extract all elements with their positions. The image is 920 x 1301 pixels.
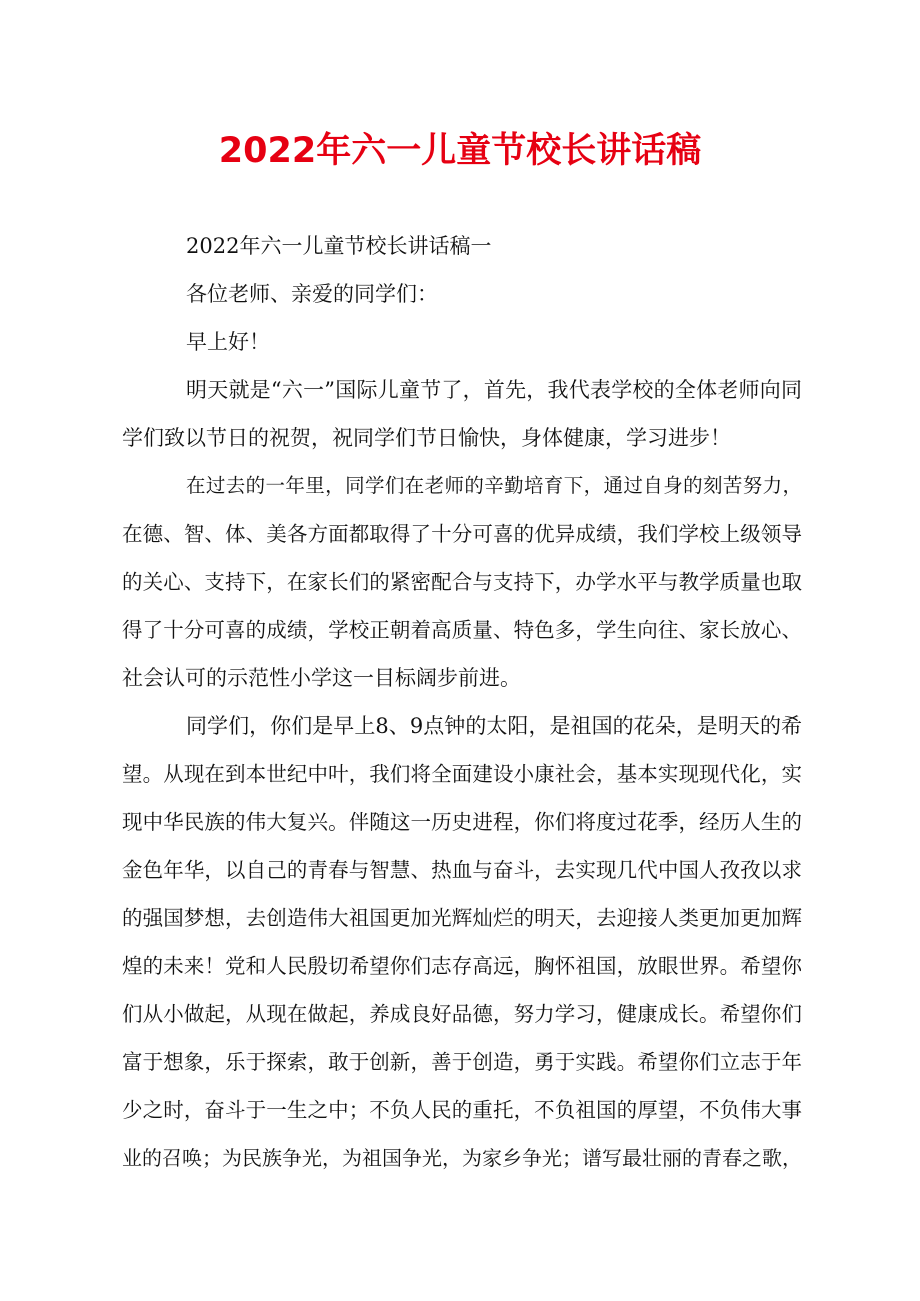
- body-line: 2022年六一儿童节校长讲话稿一: [186, 234, 492, 258]
- body-line: 在德、智、体、美各方面都取得了十分可喜的优异成绩，我们学校上级领导: [122, 522, 802, 546]
- body-line: 煌的未来！党和人民殷切希望你们志存高远，胸怀祖国，放眼世界。希望你: [122, 954, 802, 978]
- body-line: 同学们，你们是早上8、9点钟的太阳，是祖国的花朵，是明天的希: [186, 714, 802, 738]
- body-line: 明天就是“六一”国际儿童节了，首先，我代表学校的全体老师向同: [186, 378, 802, 402]
- document-title: 2022年六一儿童节校长讲话稿: [218, 131, 702, 171]
- body-line: 少之时，奋斗于一生之中；不负人民的重托，不负祖国的厚望，不负伟大事: [122, 1098, 802, 1122]
- body-line: 各位老师、亲爱的同学们：: [186, 282, 438, 306]
- body-line: 金色年华，以自己的青春与智慧、热血与奋斗，去实现几代中国人孜孜以求: [122, 858, 802, 882]
- body-line: 现中华民族的伟大复兴。伴随这一历史进程，你们将度过花季，经历人生的: [122, 810, 802, 834]
- body-line: 得了十分可喜的成绩，学校正朝着高质量、特色多，学生向往、家长放心、: [122, 618, 802, 642]
- body-line: 富于想象，乐于探索，敢于创新，善于创造，勇于实践。希望你们立志于年: [122, 1050, 802, 1074]
- body-line: 业的召唤；为民族争光，为祖国争光，为家乡争光；谱写最壮丽的青春之歌，: [122, 1146, 802, 1170]
- body-line: 早上好！: [186, 330, 270, 354]
- body-line: 的强国梦想，去创造伟大祖国更加光辉灿烂的明天，去迎接人类更加更加辉: [122, 906, 802, 930]
- body-line: 学们致以节日的祝贺，祝同学们节日愉快，身体健康，学习进步！: [122, 426, 731, 450]
- body-line: 的关心、支持下，在家长们的紧密配合与支持下，办学水平与教学质量也取: [122, 570, 802, 594]
- document-body: [122, 222, 802, 1182]
- body-line: 望。从现在到本世纪中叶，我们将全面建设小康社会，基本实现现代化，实: [122, 762, 802, 786]
- body-line: 社会认可的示范性小学这一目标阔步前进。: [122, 666, 521, 690]
- body-line: 们从小做起，从现在做起，养成良好品德，努力学习，健康成长。希望你们: [122, 1002, 802, 1026]
- body-line: 在过去的一年里，同学们在老师的辛勤培育下，通过自身的刻苦努力，: [186, 474, 802, 497]
